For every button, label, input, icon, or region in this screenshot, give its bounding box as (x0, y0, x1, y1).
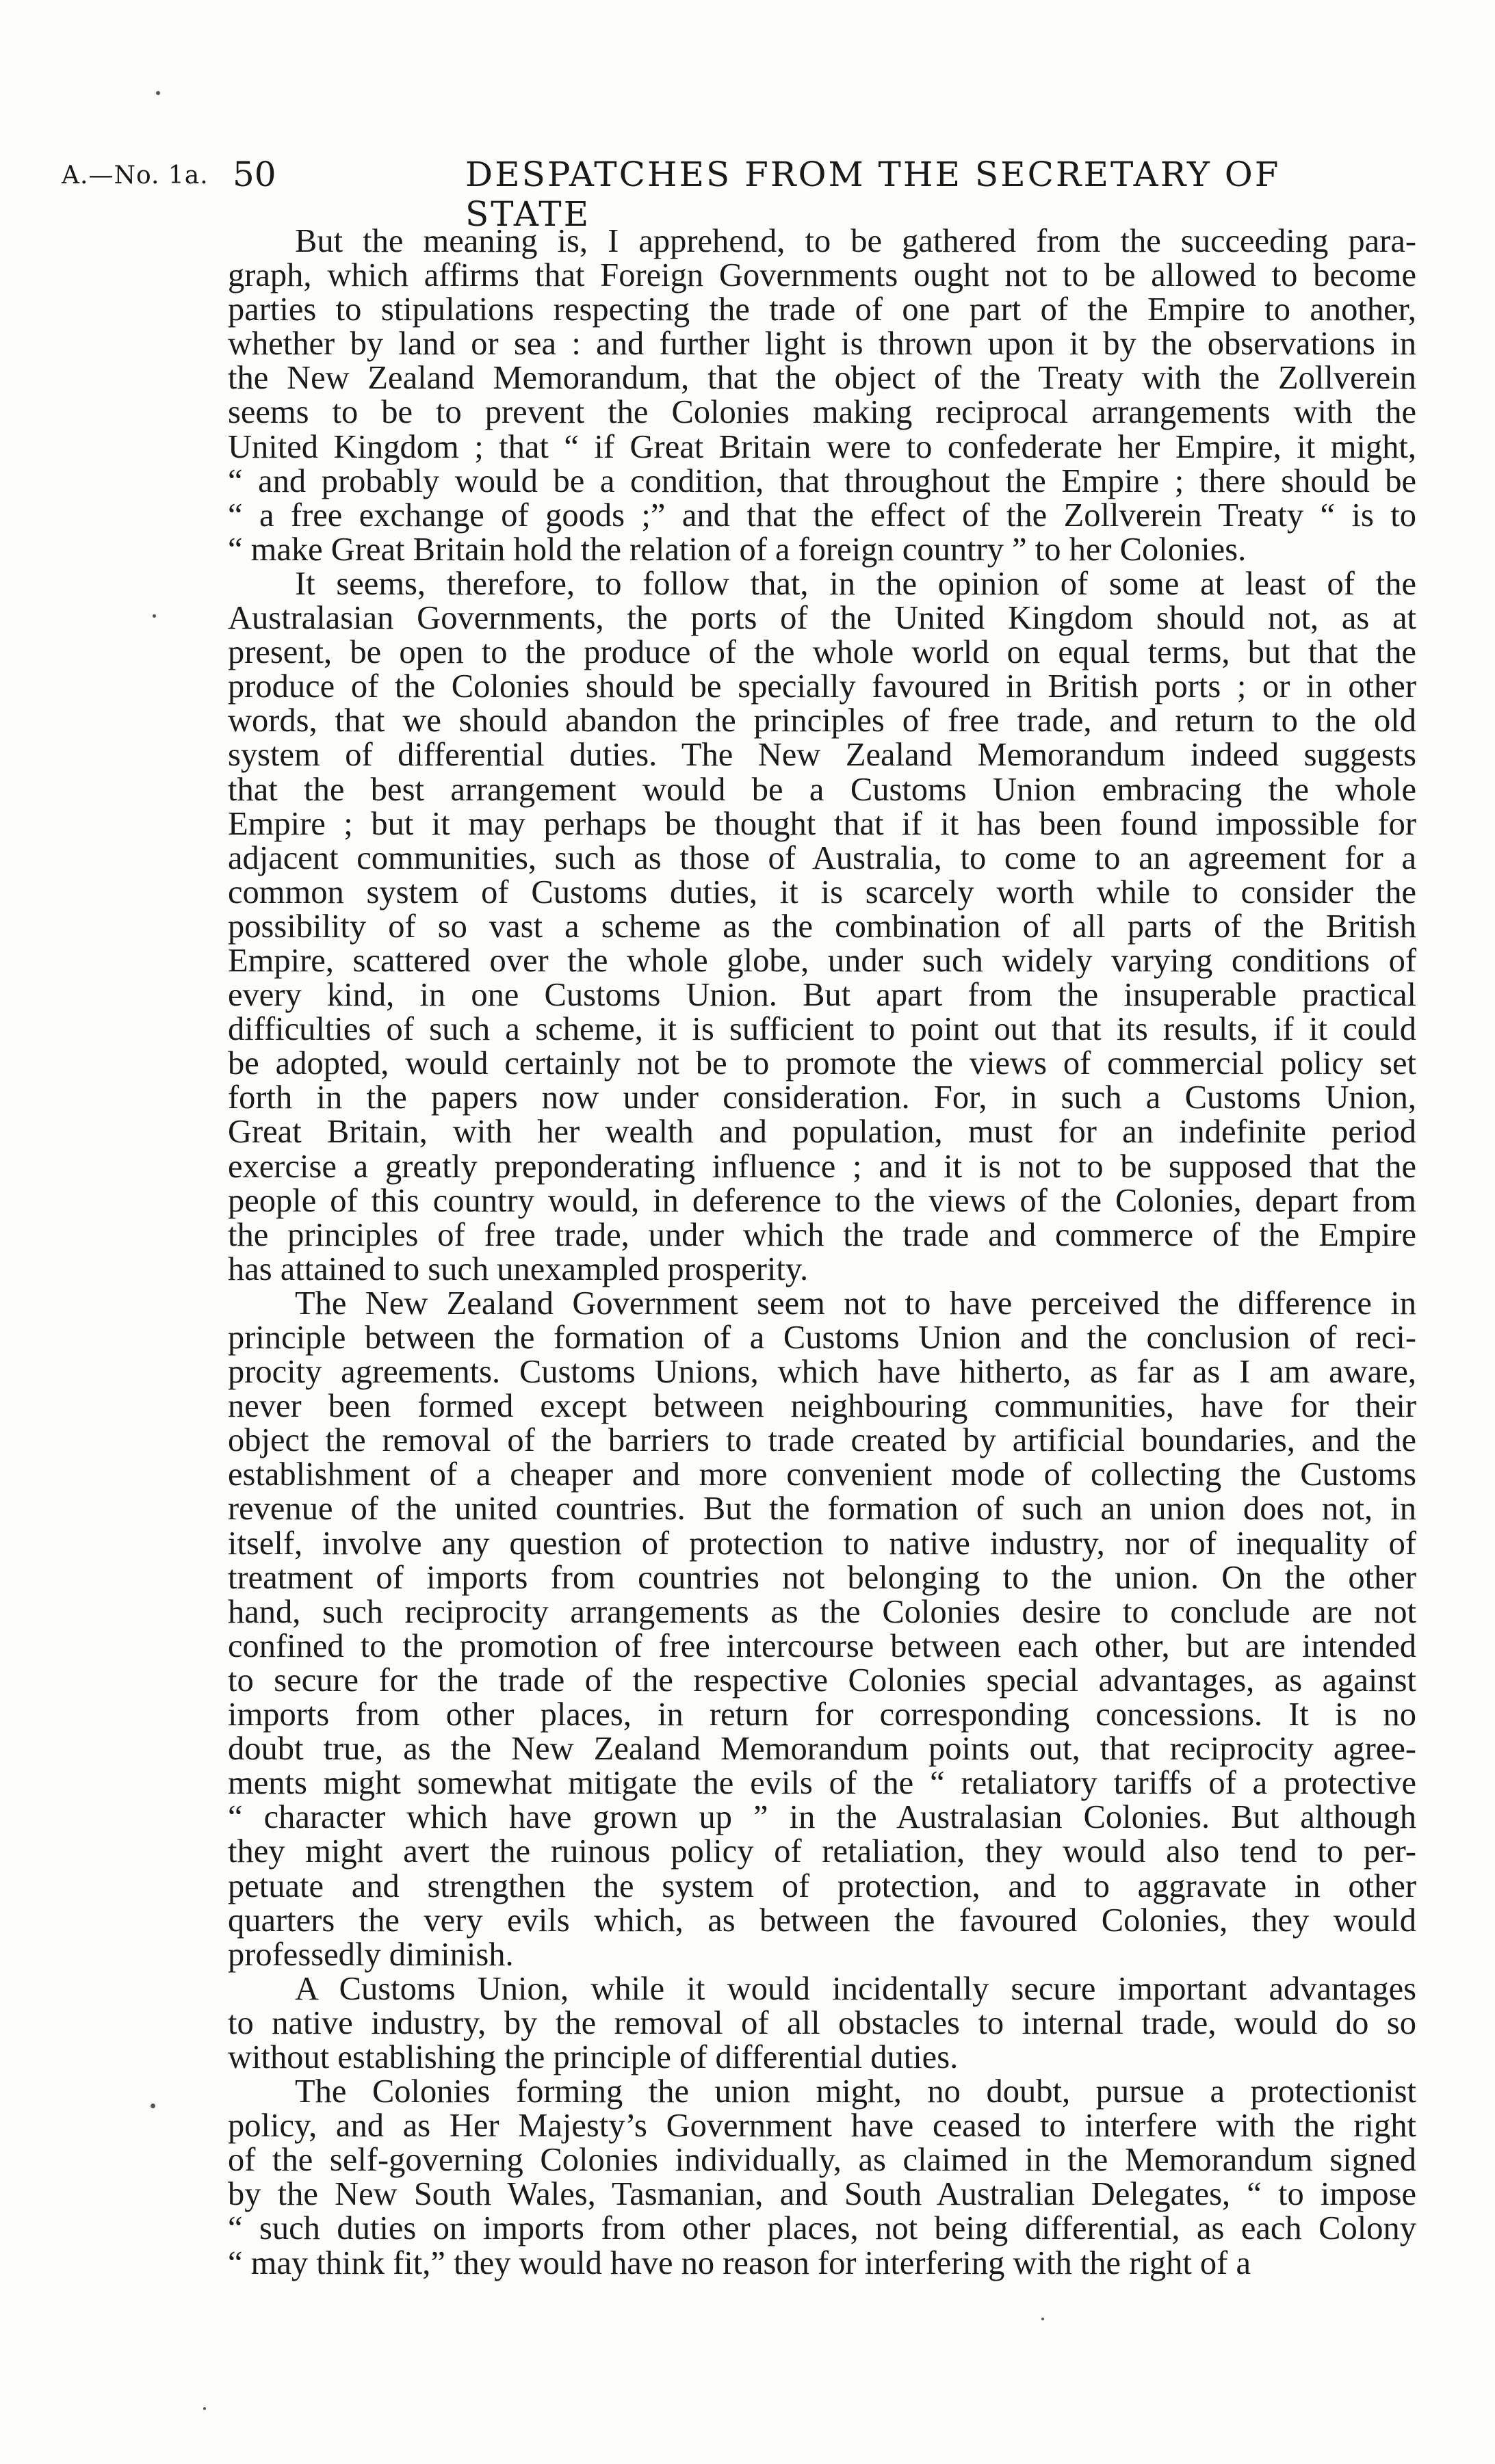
text-line: “ make Great Britain hold the relation of a foreign country ” to her Colonies. (228, 531, 1247, 568)
text-line: A Customs Union, while it would incidentally secure important advantages (295, 1970, 1416, 2007)
text-line: policy, and as Her Majesty’s Government have ceased to interfere with the right (228, 2108, 1416, 2145)
text-line: Australasian Governments, the ports of the United Kingdom should not, as at (228, 600, 1416, 637)
text-line: But the meaning is, I apprehend, to be gathered from the succeeding para- (295, 223, 1416, 259)
text-line: revenue of the united countries. But the formation of such an union does not, in (228, 1491, 1416, 1528)
text-line: It seems, therefore, to follow that, in the opinion of some at least of the (295, 565, 1416, 602)
text-line: by the New South Wales, Tasmanian, and South Australian Delegates, “ to impose (228, 2176, 1416, 2213)
text-line: difficulties of such a scheme, it is sufficient to point out that its results, if it could (228, 1011, 1416, 1048)
paragraph (228, 2075, 1416, 2281)
text-line: be adopted, would certainly not be to promote the views of commercial policy set (228, 1045, 1416, 1082)
text-line: the New Zealand Memorandum, that the object of the Treaty with the Zollverein (228, 360, 1416, 397)
paragraph (228, 1972, 1416, 2075)
text-line: to secure for the trade of the respective Colonies special advantages, as against (228, 1662, 1416, 1699)
text-line: procity agreements. Customs Unions, which have hitherto, as far as I am aware, (228, 1354, 1416, 1391)
text-line: petuate and strengthen the system of protection, and to aggravate in other (228, 1867, 1416, 1904)
text-line: possibility of so vast a scheme as the combination of all parts of the British (228, 908, 1416, 945)
text-line: without establishing the principle of differential duties. (228, 2039, 959, 2075)
running-head: DESPATCHES FROM THE SECRETARY OF STATE (465, 155, 1281, 234)
text-line: forth in the papers now under consideration. For, in such a Customs Union, (228, 1079, 1416, 1116)
text-line: “ and probably would be a condition, that throughout the Empire ; there should be (228, 462, 1416, 499)
text-line: Empire, scattered over the whole globe, under such widely varying conditions of (228, 942, 1416, 979)
text-line: graph, which affirms that Foreign Governments ought not to be allowed to become (228, 257, 1416, 294)
text-line: establishment of a cheaper and more convenient mode of collecting the Customs (228, 1456, 1416, 1493)
text-line: United Kingdom ; that “ if Great Britain were to confederate her Empire, it might, (228, 428, 1416, 465)
text-line: ments might somewhat mitigate the evils of the “ retaliatory tariffs of a protective (228, 1765, 1416, 1802)
page-number: 50 (233, 155, 276, 194)
text-line: never been formed except between neighbouring communities, have for their (228, 1388, 1416, 1425)
scan-speck (153, 614, 156, 618)
text-line: to native industry, by the removal of all obstacles to internal trade, would do so (228, 2004, 1416, 2041)
text-line: present, be open to the produce of the whole world on equal terms, but that the (228, 634, 1416, 671)
text-line: that the best arrangement would be a Customs Union embracing the whole (228, 771, 1416, 808)
scan-speck (156, 91, 160, 95)
text-line: hand, such reciprocity arrangements as the Colonies desire to conclude are not (228, 1593, 1416, 1630)
text-line: of the self-governing Colonies individually, as claimed in the Memorandum signed (228, 2142, 1416, 2179)
text-line: treatment of imports from countries not belonging to the union. On the other (228, 1559, 1416, 1596)
text-line: the principles of free trade, under which the trade and commerce of the Empire (228, 1216, 1416, 1253)
paragraph (228, 1287, 1416, 1972)
text-line: has attained to such unexampled prosperity. (228, 1250, 809, 1287)
document-body (228, 224, 1416, 2281)
text-line: produce of the Colonies should be specially favoured in British ports ; or in other (228, 668, 1416, 705)
text-line: imports from other places, in return for corresponding concessions. It is no (228, 1696, 1416, 1733)
text-line: every kind, in one Customs Union. But apart from the insuperable practical (228, 977, 1416, 1014)
text-line: The Colonies forming the union might, no doubt, pursue a protectionist (295, 2073, 1416, 2110)
text-line: confined to the promotion of free intercourse between each other, but are intended (228, 1627, 1416, 1664)
text-line: whether by land or sea : and further light is thrown upon it by the observations in (228, 326, 1416, 363)
text-line: doubt true, as the New Zealand Memorandum points out, that reciprocity agree- (228, 1731, 1416, 1768)
text-line: exercise a greatly preponderating influence ; and it is not to be supposed that the (228, 1148, 1416, 1185)
text-line: they might avert the ruinous policy of retaliation, they would also tend to per- (228, 1833, 1416, 1870)
text-line: professedly diminish. (228, 1936, 514, 1973)
text-line: seems to be to prevent the Colonies making reciprocal arrangements with the (228, 394, 1416, 431)
text-line: words, that we should abandon the principles of free trade, and return to the old (228, 703, 1416, 739)
text-line: Empire ; but it may perhaps be thought that if it has been found impossible for (228, 805, 1416, 842)
text-line: The New Zealand Government seem not to have perceived the difference in (295, 1285, 1416, 1322)
text-line: quarters the very evils which, as between the favoured Colonies, they would (228, 1902, 1416, 1939)
text-line: system of differential duties. The New Zealand Memorandum indeed suggests (228, 737, 1416, 774)
text-line: principle between the formation of a Customs Union and the conclusion of reci- (228, 1320, 1416, 1356)
text-line: people of this country would, in deference to the views of the Colonies, depart from (228, 1182, 1416, 1219)
text-line: common system of Customs duties, it is scarcely worth while to consider the (228, 874, 1416, 910)
text-line: adjacent communities, such as those of Australia, to come to an agreement for a (228, 839, 1416, 876)
series-number: A.—No. 1a. (62, 161, 209, 189)
text-line: Great Britain, with her wealth and population, must for an indefinite period (228, 1114, 1416, 1151)
text-line: “ may think fit,” they would have no reason for interfering with the right of a (228, 2244, 1251, 2281)
text-line: “ a free exchange of goods ;” and that the effect of the Zollverein Treaty “ is to (228, 497, 1416, 534)
page-header (62, 153, 1416, 234)
paragraph (228, 224, 1416, 567)
text-line: object the removal of the barriers to trade created by artificial boundaries, and the (228, 1422, 1416, 1459)
scan-speck (1041, 2318, 1044, 2320)
scan-speck (203, 2407, 206, 2410)
paragraph (228, 567, 1416, 1287)
text-line: itself, involve any question of protection to native industry, nor of inequality of (228, 1525, 1416, 1562)
scan-speck (151, 2103, 155, 2108)
text-line: “ character which have grown up ” in the Australasian Colonies. But although (228, 1799, 1416, 1836)
text-line: parties to stipulations respecting the trade of one part of the Empire to another, (228, 291, 1416, 328)
text-line: “ such duties on imports from other places, not being differential, as each Colony (228, 2210, 1416, 2247)
